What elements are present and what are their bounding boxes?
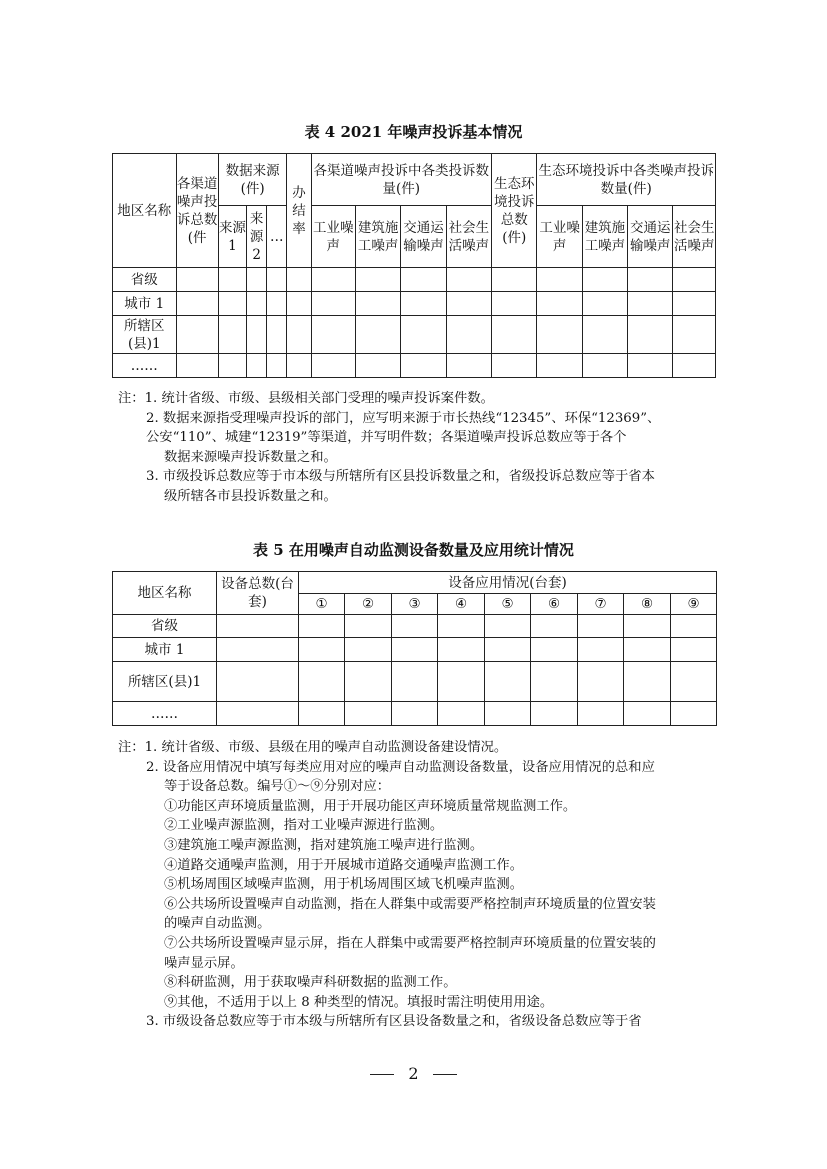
t5-header-usage: 设备应用情况(台套) xyxy=(299,572,717,594)
t4-header-total: 各渠道噪声投诉总数(件 xyxy=(176,154,218,268)
note-line: ⑧科研监测，用于获取噪声科研数据的监测工作。 xyxy=(164,975,457,991)
t4-header-channel-types: 各渠道噪声投诉中各类投诉数量(件) xyxy=(311,154,491,206)
note-line: 公安“110”、城建“12319”等渠道，并写明件数；各渠道噪声投诉总数应等于各个 xyxy=(146,430,627,446)
t4-header-source: 数据来源(件) xyxy=(218,154,287,206)
t5-header-num: ⑦ xyxy=(578,594,624,615)
t5-header-num: ③ xyxy=(392,594,438,615)
t5-header-num: ⑨ xyxy=(671,594,717,615)
note-line: 数据来源噪声投诉数量之和。 xyxy=(164,449,337,465)
note-line: ①功能区声环境质量监测，用于开展功能区声环境质量常规监测工作。 xyxy=(164,798,577,814)
t4-header-construction: 建筑施工噪声 xyxy=(355,206,400,268)
t4-header-eco-industry: 工业噪声 xyxy=(537,206,582,268)
note-line: ⑤机场周围区域噪声监测，用于机场周围区域飞机噪声监测。 xyxy=(164,877,524,893)
t4-header-traffic: 交通运输噪声 xyxy=(401,206,446,268)
note-line: 2. 数据来源指受理噪声投诉的部门，应写明来源于市长热线“12345”、环保“12369”、 xyxy=(146,410,661,426)
note-line: 的噪声自动监测。 xyxy=(164,916,271,932)
t4-header-eco-social: 社会生活噪声 xyxy=(673,206,716,268)
t5-header-num: ⑤ xyxy=(485,594,531,615)
note-line: ②工业噪声源监测，指对工业噪声源进行监测。 xyxy=(164,818,444,834)
t4-header-eco-traffic: 交通运输噪声 xyxy=(628,206,673,268)
t4-header-social: 社会生活噪声 xyxy=(446,206,491,268)
t5-header-total: 设备总数(台套) xyxy=(217,572,299,615)
page-number: 2 xyxy=(408,1064,419,1083)
table5 xyxy=(112,571,717,726)
t4-header-eco-construction: 建筑施工噪声 xyxy=(582,206,627,268)
table5-notes xyxy=(118,738,718,1032)
t4-row-label: 所辖区(县)1 xyxy=(113,316,177,354)
note-line: 等于设备总数。编号①～⑨分别对应： xyxy=(164,779,391,795)
note-line: 噪声显示屏。 xyxy=(164,955,244,971)
note-line: 注：1. 统计省级、市级、县级在用的噪声自动监测设备建设情况。 xyxy=(118,740,508,755)
t5-header-num: ⑥ xyxy=(531,594,578,615)
note-line: ④道路交通噪声监测，用于开展城市道路交通噪声监测工作。 xyxy=(164,857,524,873)
t4-header-more: … xyxy=(267,206,287,268)
note-line: ⑦公共场所设置噪声显示屏，指在人群集中或需要严格控制声环境质量的位置安装的 xyxy=(164,935,656,951)
table4-notes xyxy=(118,389,718,507)
t4-header-industry: 工业噪声 xyxy=(311,206,355,268)
table4-title: 表 4 2021 年噪声投诉基本情况 xyxy=(304,123,523,141)
footer-dash-left xyxy=(370,1074,394,1075)
t5-row-label: …… xyxy=(113,702,217,726)
t4-header-src1: 来源1 xyxy=(218,206,246,268)
t5-row-label: 省级 xyxy=(113,615,217,638)
t5-row-label: 城市 1 xyxy=(113,638,217,662)
t5-header-region: 地区名称 xyxy=(113,572,217,615)
t5-row-label: 所辖区(县)1 xyxy=(113,662,217,702)
t4-header-rate: 办结率 xyxy=(287,154,311,268)
t5-header-num: ④ xyxy=(438,594,485,615)
t4-header-src2: 来源2 xyxy=(247,206,267,268)
note-line: 注：1. 统计省级、市级、县级相关部门受理的噪声投诉案件数。 xyxy=(118,391,494,406)
table4 xyxy=(112,153,716,378)
table5-title: 表 5 在用噪声自动监测设备数量及应用统计情况 xyxy=(253,541,574,559)
t4-header-region: 地区名称 xyxy=(113,154,177,268)
t4-header-eco-total: 生态环境投诉总数(件) xyxy=(492,154,537,268)
t4-row-label: 城市 1 xyxy=(113,292,177,316)
t4-row-label: 省级 xyxy=(113,268,177,292)
t5-header-num: ① xyxy=(299,594,345,615)
footer-dash-right xyxy=(433,1074,457,1075)
note-line: ⑨其他，不适用于以上 8 种类型的情况。填报时需注明使用用途。 xyxy=(164,994,554,1010)
note-line: 3. 市级设备总数应等于市本级与所辖所有区县设备数量之和，省级设备总数应等于省 xyxy=(146,1014,642,1030)
note-line: 3. 市级投诉总数应等于市本级与所辖所有区县投诉数量之和，省级投诉总数应等于省本 xyxy=(146,469,655,485)
t4-row-label: …… xyxy=(113,354,177,378)
note-line: ⑥公共场所设置噪声自动监测，指在人群集中或需要严格控制声环境质量的位置安装 xyxy=(164,896,656,912)
note-line: 2. 设备应用情况中填写每类应用对应的噪声自动监测设备数量，设备应用情况的总和应 xyxy=(146,759,655,775)
note-line: 级所辖各市县投诉数量之和。 xyxy=(164,488,337,504)
t4-header-eco-types: 生态环境投诉中各类噪声投诉数量(件) xyxy=(537,154,716,206)
page-footer xyxy=(0,1064,827,1083)
note-line: ③建筑施工噪声源监测，指对建筑施工噪声进行监测。 xyxy=(164,837,484,853)
t5-header-num: ② xyxy=(345,594,392,615)
t5-header-num: ⑧ xyxy=(624,594,671,615)
